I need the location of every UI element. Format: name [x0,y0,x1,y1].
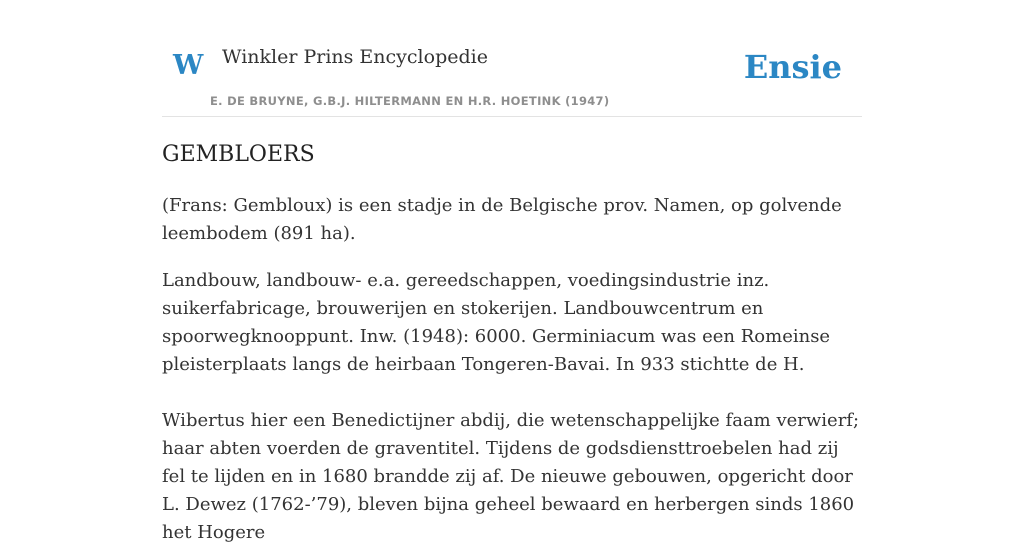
authors-line: E. DE BRUYNE, G.B.J. HILTERMANN EN H.R. HOETINK (1947) [210,94,610,108]
site-title[interactable]: Winkler Prins Encyclopedie [222,46,488,68]
article-paragraph: Wibertus hier een Benedictijner abdij, die wetenschappelijke faam verwierf; haar abten voerden de graventitel. Tijdens de godsdiensttroebelen had zij fel te lijden en in 1680 brandde zij af. De nieuwe gebouwen, opgericht door L. Dewez (1762-’79), bleven bijna geheel bewaard en herbergen sinds 1860 het Hogere [162,410,860,543]
article-paragraph: Landbouw, landbouw- e.a. gereedschappen, voedingsindustrie inz. suikerfabricage, brouwerijen en stokerijen. Landbouwcentrum en spoorwegknooppunt. Inw. (1948): 6000. Germiniacum was een Romeinse pleisterplaats langs de heirbaan Tongeren-Bavai. In 933 stichtte de H. [162,270,831,375]
ensie-logo[interactable]: Ensie [743,48,842,86]
page-title: GEMBLOERS [162,142,315,167]
site-header [162,0,862,117]
winkler-prins-logo-icon[interactable]: W [173,50,204,81]
article [162,138,862,547]
article-paragraph: (Frans: Gembloux) is een stadje in de Belgische prov. Namen, op golvende leembodem (891 ha). [162,195,842,244]
